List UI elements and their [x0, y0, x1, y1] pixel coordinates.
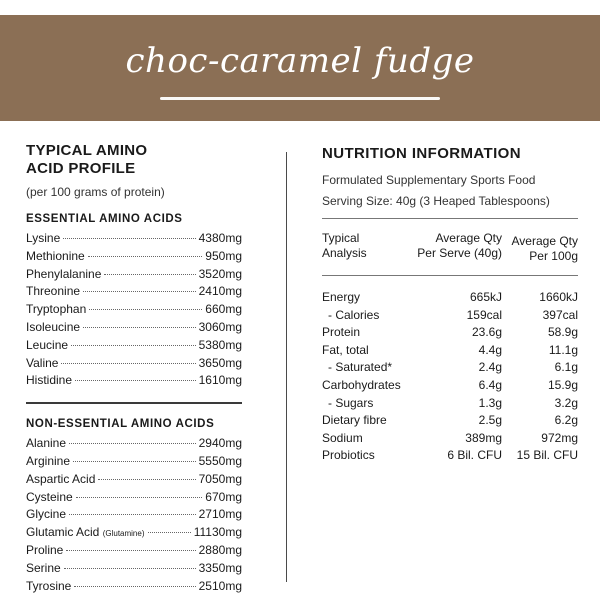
amino-name	[26, 578, 71, 596]
nutrition-row	[322, 377, 578, 395]
amino-row	[26, 372, 242, 390]
amino-name	[26, 230, 60, 248]
amino-row	[26, 435, 242, 453]
leader-dots	[98, 479, 195, 480]
nutrition-label: Energy	[322, 290, 361, 304]
amino-name	[26, 542, 63, 560]
leader-dots	[83, 291, 196, 292]
amino-name	[26, 471, 95, 489]
amino-row	[26, 489, 242, 507]
product-banner	[0, 15, 600, 121]
amino-value: 950mg	[205, 248, 242, 263]
amino-name-text: Tyrosine	[26, 578, 72, 593]
amino-row	[26, 266, 242, 284]
essential-heading: ESSENTIAL AMINO ACIDS	[26, 213, 183, 225]
amino-name	[26, 337, 68, 355]
amino-name-text: Glycine	[26, 507, 67, 522]
amino-subtitle: (per 100 grams of protein)	[26, 185, 165, 199]
amino-name-text: Glutamic Acid	[26, 525, 100, 540]
amino-row	[26, 319, 242, 337]
nutrition-header	[322, 231, 578, 275]
nutrition-per-100g: 15 Bil. CFU	[516, 448, 578, 463]
leader-dots	[64, 568, 196, 569]
leader-dots	[89, 309, 202, 310]
amino-value: 660mg	[205, 302, 242, 317]
nutrition-row	[322, 307, 578, 325]
nutrition-label: Protein	[322, 325, 361, 340]
amino-name	[26, 524, 145, 543]
nutrition-label: Probiotics	[322, 448, 375, 463]
amino-value: 3520mg	[198, 266, 242, 281]
nutrition-row	[322, 430, 578, 448]
amino-row	[26, 301, 242, 319]
leader-dots	[69, 514, 196, 515]
nutrition-title: NUTRITION INFORMATION	[322, 145, 521, 162]
amino-row	[26, 283, 242, 301]
amino-value: 2880mg	[198, 542, 242, 557]
amino-name-text: Leucine	[26, 337, 69, 352]
amino-name	[26, 283, 80, 301]
nutrition-per-100g: 58.9g	[547, 325, 578, 340]
nutrition-rule-top	[322, 218, 578, 219]
leader-dots	[83, 327, 196, 328]
nutrition-per-serve: 6 Bil. CFU	[447, 448, 502, 463]
nutrition-row	[322, 289, 578, 307]
amino-value: 5550mg	[198, 453, 242, 468]
nonessential-list	[26, 435, 242, 595]
amino-value: 2940mg	[198, 436, 242, 451]
leader-dots	[73, 461, 196, 462]
nonessential-heading: NON-ESSENTIAL AMINO ACIDS	[26, 418, 215, 431]
column-divider	[286, 152, 287, 582]
amino-row	[26, 230, 242, 248]
amino-row	[26, 471, 242, 489]
leader-dots	[74, 586, 195, 587]
amino-row	[26, 355, 242, 373]
amino-name-text: Lysine	[26, 231, 61, 245]
nutrition-label: - Sugars	[328, 395, 374, 410]
nutrition-table	[322, 289, 578, 465]
nutrition-per-serve: 4.4g	[478, 342, 502, 357]
amino-title-line2: ACID PROFILE	[26, 160, 136, 177]
amino-name-text: Methionine	[26, 248, 85, 263]
amino-name-text: Alanine	[26, 436, 67, 451]
section-divider	[26, 402, 242, 404]
amino-name-text: Threonine	[26, 284, 81, 299]
nutrition-panel	[322, 145, 578, 465]
leader-dots	[88, 256, 203, 257]
nutrition-label: Fat, total	[322, 342, 369, 357]
amino-name-text: Tryptophan	[26, 302, 87, 317]
amino-value: 3060mg	[198, 319, 242, 334]
nutrition-per-serve: 1.3g	[478, 395, 502, 410]
amino-name	[26, 301, 86, 319]
nutrition-per-serve: 2.5g	[478, 413, 502, 428]
nutrition-subtitle: Formulated Supplementary Sports Food	[322, 173, 536, 187]
amino-name	[26, 489, 73, 507]
amino-value: 11130mg	[193, 525, 242, 540]
amino-acid-panel	[26, 142, 242, 595]
nutrition-per-serve: 23.6g	[471, 325, 502, 340]
amino-name	[26, 506, 66, 524]
leader-dots	[104, 274, 195, 275]
header-analysis-line1: Typical	[322, 231, 360, 245]
amino-name	[26, 560, 61, 578]
nutrition-row	[322, 395, 578, 413]
amino-value: 3350mg	[198, 560, 242, 575]
amino-row	[26, 506, 242, 524]
nutrition-per-100g: 11.1g	[548, 342, 578, 357]
amino-name	[26, 319, 80, 337]
essential-list	[26, 230, 242, 390]
header-analysis-line2: Analysis	[322, 246, 367, 260]
amino-name-text: Serine	[26, 560, 61, 575]
header-analysis	[322, 231, 408, 275]
amino-row	[26, 578, 242, 596]
amino-value: 3650mg	[198, 355, 242, 370]
amino-value: 670mg	[205, 489, 242, 504]
amino-row	[26, 337, 242, 355]
amino-name-text: Histidine	[26, 373, 73, 388]
nutrition-row	[322, 447, 578, 465]
nutrition-per-100g: 1660kJ	[539, 290, 578, 304]
amino-value: 5380mg	[198, 337, 242, 352]
amino-row	[26, 453, 242, 471]
header-per-100g	[502, 231, 578, 275]
amino-row	[26, 524, 242, 542]
nutrition-label: Dietary fibre	[322, 413, 387, 428]
nutrition-per-100g: 397cal	[542, 307, 578, 322]
nutrition-row	[322, 342, 578, 360]
amino-value: 4380mg	[198, 231, 242, 245]
leader-dots	[69, 443, 196, 444]
header-per-100g-line2: Per 100g	[529, 249, 578, 263]
amino-title	[26, 142, 242, 178]
amino-value: 2410mg	[198, 284, 242, 299]
product-title: choc-caramel fudge	[125, 41, 475, 81]
leader-dots	[66, 550, 195, 551]
amino-name-text: Proline	[26, 542, 64, 557]
nutrition-per-100g: 6.2g	[554, 413, 578, 428]
nutrition-row	[322, 324, 578, 342]
amino-name	[26, 453, 70, 471]
leader-dots	[75, 380, 196, 381]
amino-name-text: Arginine	[26, 453, 71, 468]
amino-name	[26, 266, 101, 284]
amino-name	[26, 248, 85, 266]
nutrition-per-serve: 389mg	[465, 430, 502, 445]
header-per-serve-line2: Per Serve (40g)	[417, 246, 502, 260]
leader-dots	[71, 345, 196, 346]
amino-row	[26, 542, 242, 560]
amino-name-text: Valine	[26, 355, 59, 370]
leader-dots	[148, 532, 191, 533]
amino-value: 1610mg	[198, 373, 242, 388]
header-per-100g-line1: Average Qty	[511, 234, 578, 248]
nutrition-per-serve: 6.4g	[478, 377, 502, 392]
leader-dots	[63, 238, 195, 239]
leader-dots	[76, 497, 203, 498]
amino-value: 2510mg	[198, 578, 242, 593]
amino-row	[26, 560, 242, 578]
amino-name-text: Cysteine	[26, 489, 73, 504]
nutrition-per-serve: 2.4g	[478, 360, 502, 375]
amino-value: 2710mg	[198, 507, 242, 522]
amino-row	[26, 248, 242, 266]
serving-size: Serving Size: 40g (3 Heaped Tablespoons)	[322, 194, 550, 208]
amino-name	[26, 355, 58, 373]
nutrition-per-100g: 6.1g	[554, 360, 578, 375]
amino-name-text: Aspartic Acid	[26, 471, 96, 486]
nutrition-label: - Saturated*	[328, 360, 393, 375]
nutrition-rule-header	[322, 275, 578, 276]
nutrition-per-serve: 665kJ	[469, 290, 502, 304]
amino-name-text: Isoleucine	[26, 319, 81, 334]
nutrition-label: Sodium	[322, 430, 363, 445]
amino-name	[26, 435, 66, 453]
header-per-serve-line1: Average Qty	[435, 231, 502, 245]
nutrition-row	[322, 359, 578, 377]
amino-name-note: (Glutamine)	[102, 529, 145, 539]
nutrition-label: Carbohydrates	[322, 377, 401, 392]
header-per-serve	[408, 231, 502, 275]
leader-dots	[61, 363, 195, 364]
amino-name	[26, 372, 72, 390]
title-underline	[160, 97, 440, 100]
nutrition-per-100g: 15.9g	[547, 377, 578, 392]
nutrition-label: - Calories	[328, 307, 380, 322]
nutrition-per-100g: 3.2g	[554, 395, 578, 410]
amino-title-line1: TYPICAL AMINO	[26, 142, 148, 159]
nutrition-per-100g: 972mg	[541, 430, 578, 445]
amino-value: 7050mg	[198, 471, 242, 486]
amino-name-text: Phenylalanine	[26, 266, 102, 281]
nutrition-row	[322, 412, 578, 430]
nutrition-per-serve: 159cal	[466, 307, 502, 322]
